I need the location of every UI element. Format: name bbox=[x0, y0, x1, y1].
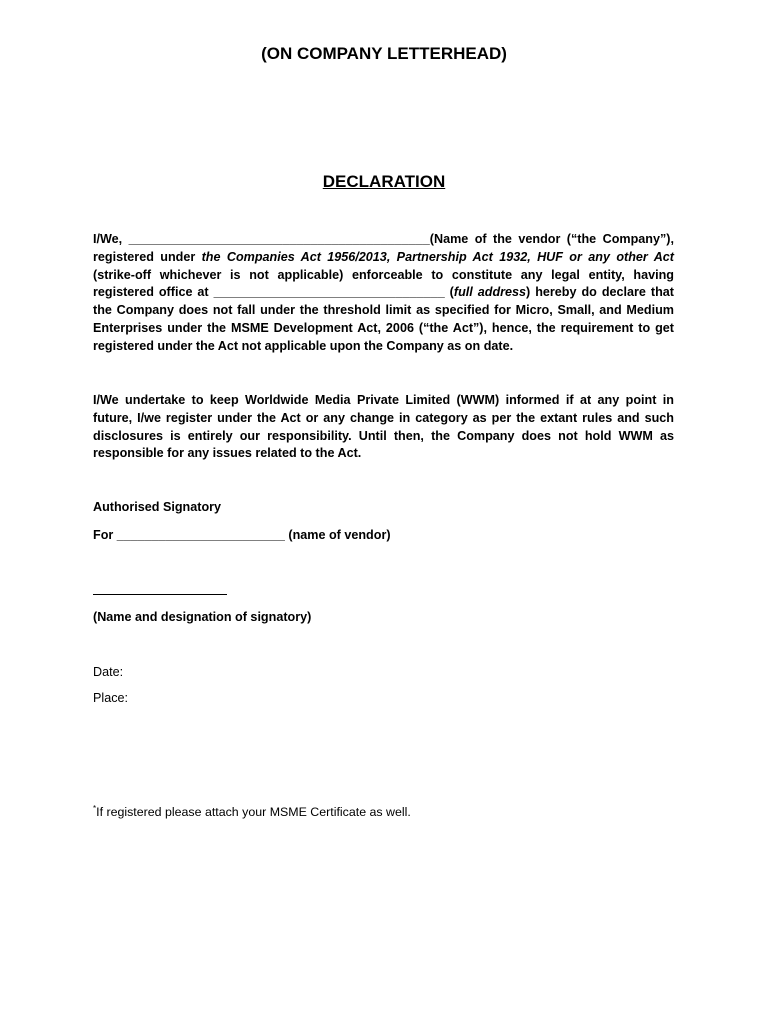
full-address-italic: full address bbox=[453, 285, 527, 300]
footnote-text: If registered please attach your MSME Certificate as well. bbox=[96, 805, 411, 820]
signature-caption: (Name and designation of signatory) bbox=[93, 610, 312, 624]
declaration-text-1: I/We, ___________________________________________(Name of the vendor (“the Company”), registered under bbox=[93, 232, 674, 264]
for-vendor-line: For ________________________ (name of vendor) bbox=[93, 528, 391, 542]
declaration-paragraph bbox=[93, 231, 674, 356]
declaration-text-3: ) hereby do declare that the Company does not fall under the threshold limit as specified for Micro, Small, and Medium Enterprises under the MSME Development Act, 2006 (“the Act”), hence, the requirement to get registered under the Act not applicable upon the Company as on date. bbox=[93, 285, 674, 353]
date-label: Date: bbox=[93, 665, 124, 679]
authorised-signatory-label: Authorised Signatory bbox=[93, 500, 222, 514]
footnote bbox=[93, 800, 411, 822]
footnote-marker: * bbox=[93, 804, 97, 813]
declaration-acts-italic: the Companies Act 1956/2013, Partnership Act 1932, HUF or any other Act bbox=[201, 249, 674, 264]
place-label: Place: bbox=[93, 691, 129, 705]
document-title: DECLARATION bbox=[322, 172, 446, 191]
declaration-text-2: (strike-off whichever is not applicable) enforceable to constitute any legal entity, having registered office at _________________________________ ( bbox=[93, 267, 674, 300]
signature-line bbox=[93, 594, 227, 595]
undertaking-paragraph: I/We undertake to keep Worldwide Media Private Limited (WWM) informed if at any point in future, I/we register under the Act or any change in category as per the extant rules and such disclosures is entirely our responsibility. Until then, the Company does not hold WWM as responsible for any issues related to the Act. bbox=[93, 393, 674, 461]
letterhead-placeholder: (ON COMPANY LETTERHEAD) bbox=[261, 44, 507, 63]
